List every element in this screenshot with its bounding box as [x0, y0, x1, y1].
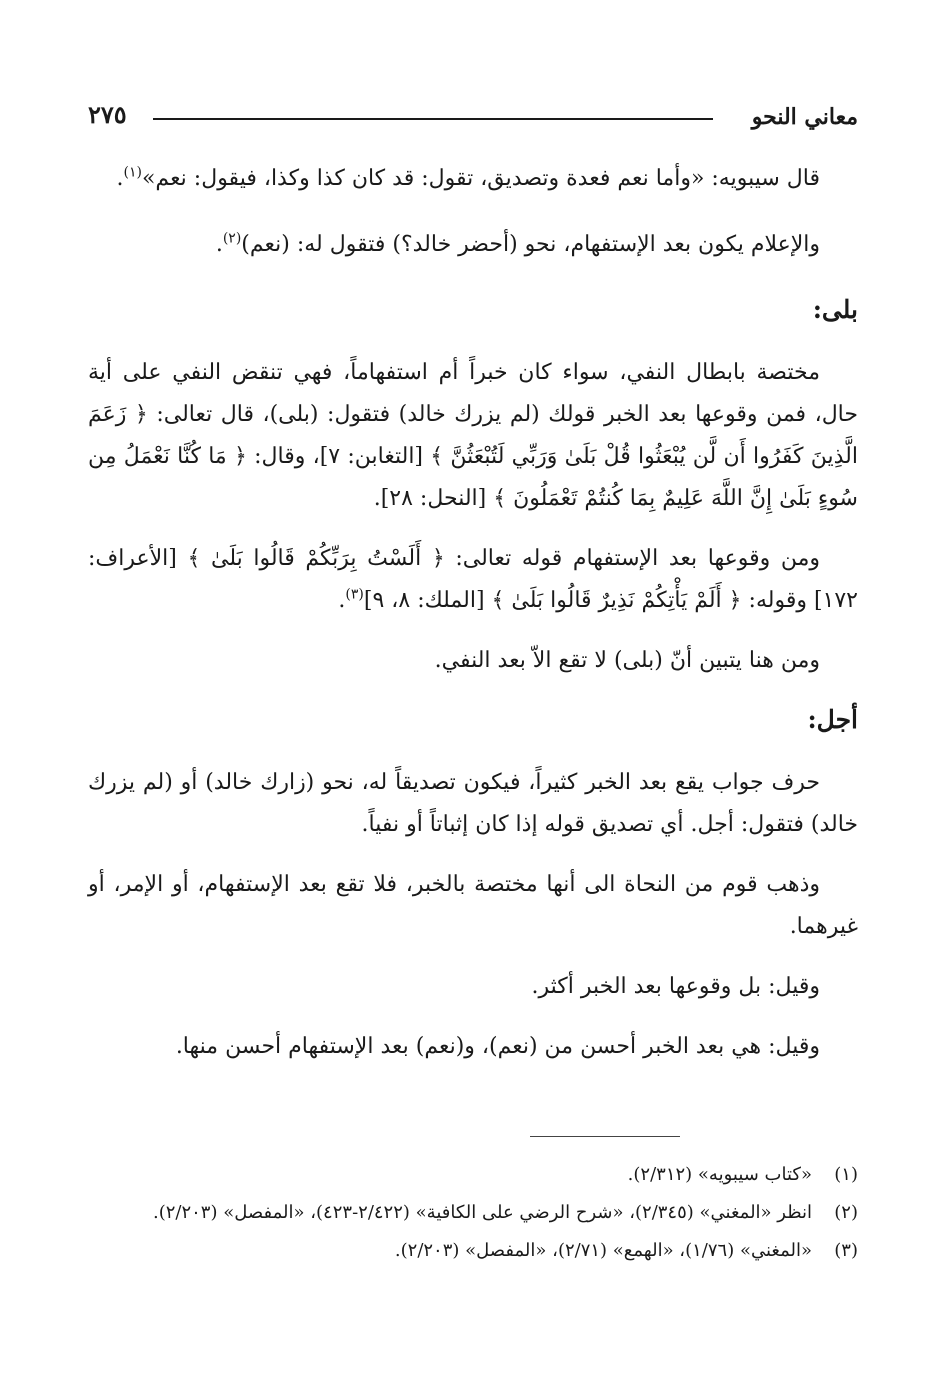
paragraph-end: . [338, 588, 346, 613]
section-heading-bala: بلى: [812, 295, 858, 324]
footnote-number: (٢) [834, 1202, 858, 1223]
footnote-item [88, 1194, 858, 1232]
footnote-item [88, 1156, 858, 1194]
paragraph-end: . [116, 166, 124, 191]
paragraph-ajal-definition: حرف جواب يقع بعد الخبر كثيراً، فيكون تصديقاً له، نحو (زارك خالد) أو (لم يزرك خالد) فتقول: أجل. أي تصديق قوله إذا كان إثباتاً أو نفياً. [88, 770, 858, 837]
section-heading-ajal: أجل: [807, 705, 858, 734]
footnotes [88, 1156, 858, 1270]
page-number: ٢٧٥ [88, 100, 127, 129]
paragraph-end: . [215, 232, 223, 257]
paragraph-text: والإعلام يكون بعد الإستفهام، نحو (أحضر خالد؟) فتقول له: (نعم) [241, 232, 820, 257]
paragraph-bala-conclusion: ومن هنا يتبين أنّ (بلى) لا تقع الاّ بعد النفي. [434, 648, 820, 673]
paragraph-text: ومن وقوعها بعد الإستفهام قوله تعالى: ﴿ أَلَسْتُ بِرَبِّكُمْ قَالُوا بَلَىٰ ﴾ [الأعراف: ١٧٢] وقوله: ﴿ أَلَمْ يَأْتِكُمْ نَذِيرٌ قَالُوا بَلَىٰ ﴾ [الملك: ٨، ٩] [88, 546, 858, 613]
footnote-ref-2: (٢) [222, 230, 242, 247]
paragraph-sibawayh-quote [88, 158, 858, 200]
footnote-text: «كتاب سيبويه» (٢/٣١٢). [627, 1164, 812, 1185]
footnote-ref-3: (٣) [345, 586, 364, 603]
footnote-text: انظر «المغني» (٢/٣٤٥)، «شرح الرضي على الكافية» (٢/٤٢٢-٤٢٣)، «المفصل» (٢/٢٠٣). [152, 1202, 812, 1223]
footnote-text: «المغني» (١/٧٦)، «الهمع» (٢/٧١)، «المفصل» (٢/٢٠٣). [394, 1240, 812, 1261]
paragraph-ilam [88, 224, 858, 266]
footnote-ref-1: (١) [123, 164, 142, 181]
paragraph-ajal-nuhat: وذهب قوم من النحاة الى أنها مختصة بالخبر، فلا تقع بعد الإستفهام، أو الإمر، أو غيرهما. [88, 872, 858, 939]
footnote-number: (١) [834, 1164, 858, 1185]
paragraph-bala-istifham [88, 538, 858, 622]
paragraph-ajal-qila-1: وقيل: بل وقوعها بعد الخبر أكثر. [531, 974, 820, 999]
paragraph-bala-definition: مختصة بابطال النفي، سواء كان خبراً أم استفهاماً، فهي تنقض النفي على أية حال، فمن وقوعها بعد الخبر قولك (لم يزرك خالد) فتقول: (بلى)، قال تعالى: ﴿ زَعَمَ الَّذِينَ كَفَرُوا أَن لَّن يُبْعَثُوا قُلْ بَلَىٰ وَرَبِّي لَتُبْعَثُنَّ ﴾ [التغابن: ٧]، وقال: ﴿ مَا كُنَّا نَعْمَلُ مِن سُوءٍ بَلَىٰ إِنَّ اللَّهَ عَلِيمٌ بِمَا كُنتُمْ تَعْمَلُونَ ﴾ [النحل: ٢٨]. [88, 360, 858, 511]
main-text [88, 158, 858, 1086]
paragraph-ajal-qila-2: وقيل: هي بعد الخبر أحسن من (نعم)، و(نعم) بعد الإستفهام أحسن منها. [175, 1034, 820, 1059]
footnote-separator [530, 1136, 680, 1137]
running-title: معاني النحو [751, 104, 858, 130]
page-header [88, 96, 858, 136]
header-rule [153, 118, 713, 120]
footnote-item [88, 1232, 858, 1270]
paragraph-text: قال سيبويه: «وأما نعم فعدة وتصديق، تقول: قد كان كذا وكذا، فيقول: نعم» [141, 166, 820, 191]
footnote-number: (٣) [834, 1240, 858, 1261]
